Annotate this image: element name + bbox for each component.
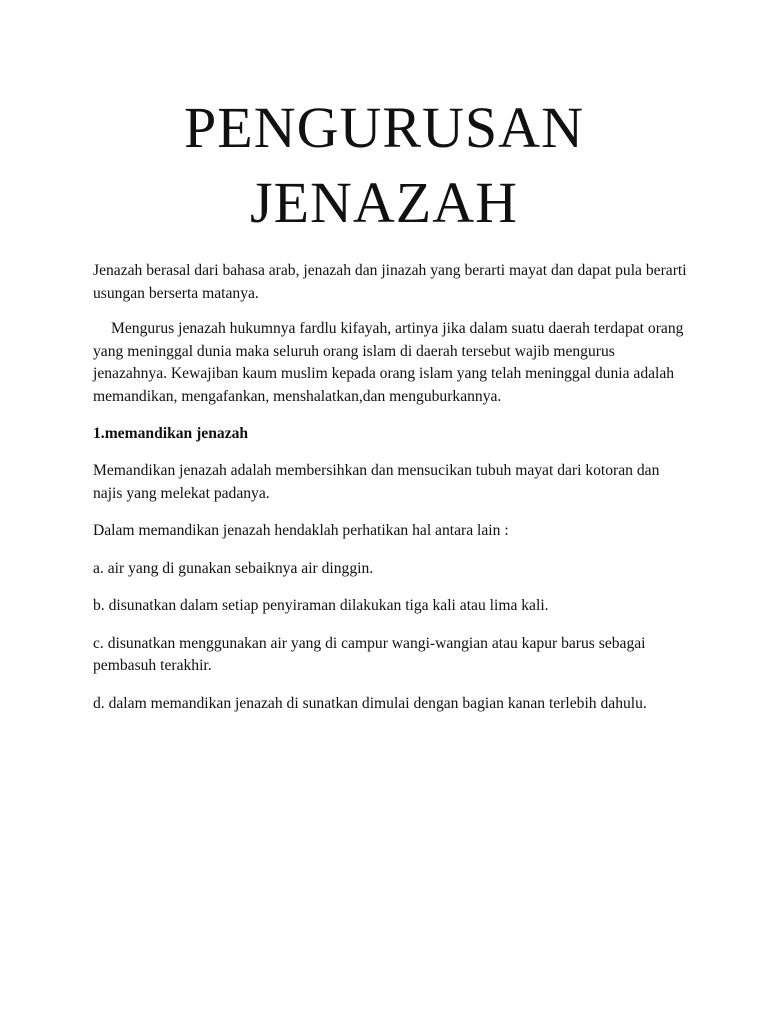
list-item-b: b. disunatkan dalam setiap penyiraman dilakukan tiga kali atau lima kali. [93, 597, 549, 614]
title-line-1: PENGURUSAN [184, 95, 584, 160]
list-item-c: c. disunatkan menggunakan air yang di campur wangi-wangian atau kapur barus sebagai pembasuh terakhir. [93, 634, 646, 674]
definition-paragraph: Memandikan jenazah adalah membersihkan dan mensucikan tubuh mayat dari kotoran dan najis yang melekat padanya. [93, 462, 660, 502]
intro-paragraph: Jenazah berasal dari bahasa arab, jenazah dan jinazah yang berarti mayat dan dapat pula berarti usungan berserta matanya. [93, 262, 687, 302]
hukum-paragraph: Mengurus jenazah hukumnya fardlu kifayah, artinya jika dalam suatu daerah terdapat orang yang meninggal dunia maka seluruh orang islam di daerah tersebut wajib mengurus jenazahnya. Kewajiban kaum muslim kepada orang islam yang telah meninggal dunia adalah memandikan, mengafankan, menshalatkan,dan menguburkannya. [93, 320, 684, 405]
page-title [80, 0, 688, 240]
list-item-d: d. dalam memandikan jenazah di sunatkan dimulai dengan bagian kanan terlebih dahulu. [93, 694, 647, 712]
lead-paragraph: Dalam memandikan jenazah hendaklah perhatikan hal antara lain : [93, 522, 509, 539]
list-item-a: a. air yang di gunakan sebaiknya air dinggin. [93, 559, 374, 577]
section-heading: 1.memandikan jenazah [93, 425, 249, 442]
title-line-2: JENAZAH [250, 170, 518, 235]
